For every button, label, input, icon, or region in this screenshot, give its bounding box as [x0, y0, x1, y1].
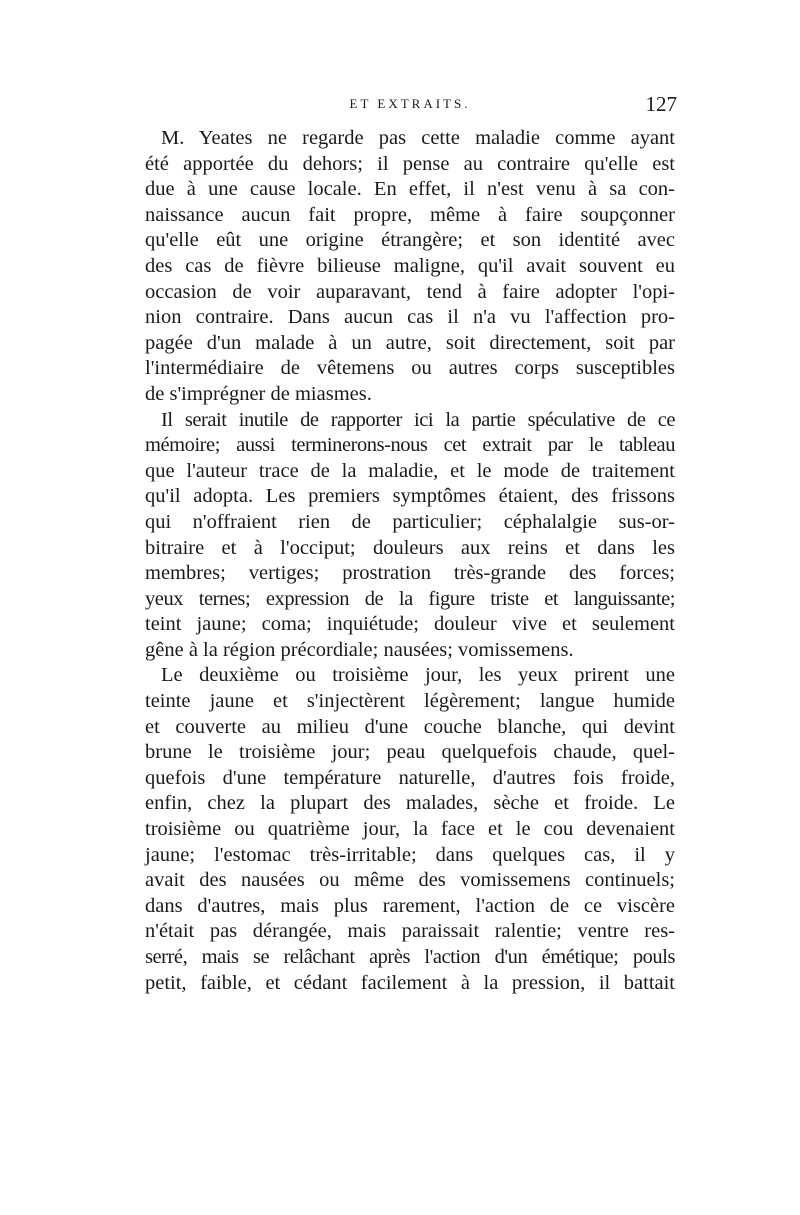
text-line: n'était pas dérangée, mais paraissait ralentie; ventre res- — [145, 920, 675, 943]
text-line: yeux ternes; expression de la figure triste et languissante; — [145, 587, 675, 610]
text-line: gêne à la région précordiale; nausées; vomissemens. — [145, 638, 574, 661]
text-line: brune le troisième jour; peau quelquefois chaude, quel- — [145, 741, 675, 764]
page-number: 127 — [645, 92, 677, 116]
text-line: Le deuxième ou troisième jour, les yeux prirent une — [161, 664, 675, 687]
text-line: été apportée du dehors; il pense au contraire qu'elle est — [145, 152, 675, 175]
text-line: des cas de fièvre bilieuse maligne, qu'il avait souvent eu — [145, 254, 675, 277]
running-title: ET EXTRAITS. — [349, 96, 471, 111]
text-line: mémoire; aussi terminerons-nous cet extrait par le tableau — [145, 434, 675, 457]
text-line: l'intermédiaire de vêtemens ou autres corps susceptibles — [145, 357, 675, 380]
body-text — [145, 126, 675, 996]
text-line: petit, faible, et cédant facilement à la pression, il battait — [145, 971, 675, 994]
text-line: naissance aucun fait propre, même à faire soupçonner — [145, 203, 675, 226]
running-head — [145, 92, 675, 118]
text-line: serré, mais se relâchant après l'action d'un émétique; pouls — [145, 946, 675, 968]
text-line: que l'auteur trace de la maladie, et le mode de traitement — [145, 459, 675, 482]
text-line: dans d'autres, mais plus rarement, l'action de ce viscère — [145, 894, 675, 917]
text-line: avait des nausées ou même des vomissemens continuels; — [145, 869, 675, 892]
text-line: quefois d'une température naturelle, d'autres fois froide, — [145, 766, 675, 789]
text-line: qu'il adopta. Les premiers symptômes étaient, des frissons — [145, 485, 675, 508]
text-line: qu'elle eût une origine étrangère; et son identité avec — [145, 229, 675, 252]
text-line: et couverte au milieu d'une couche blanche, qui devint — [145, 715, 675, 738]
text-line: jaune; l'estomac très-irritable; dans quelques cas, il y — [145, 843, 675, 866]
text-line: M. Yeates ne regarde pas cette maladie comme ayant — [161, 127, 675, 149]
text-line: occasion de voir auparavant, tend à faire adopter l'opi- — [145, 280, 675, 303]
text-line: due à une cause locale. En effet, il n'est venu à sa con- — [145, 178, 675, 201]
text-line: nion contraire. Dans aucun cas il n'a vu l'affection pro- — [145, 306, 675, 329]
text-line: de s'imprégner de miasmes. — [145, 382, 372, 405]
text-line: pagée d'un malade à un autre, soit directement, soit par — [145, 331, 675, 354]
text-line: teint jaune; coma; inquiétude; douleur vive et seulement — [145, 613, 675, 636]
text-line: qui n'offraient rien de particulier; céphalalgie sus-or- — [145, 510, 675, 533]
text-line: bitraire et à l'occiput; douleurs aux reins et dans les — [145, 536, 675, 559]
text-line: membres; vertiges; prostration très-grande des forces; — [145, 562, 675, 585]
text-line: teinte jaune et s'injectèrent légèrement; langue humide — [145, 690, 675, 713]
text-line: Il serait inutile de rapporter ici la partie spéculative de ce — [161, 408, 675, 431]
text-line: troisième ou quatrième jour, la face et le cou devenaient — [145, 818, 675, 841]
text-line: enfin, chez la plupart des malades, sèche et froide. Le — [145, 792, 675, 815]
